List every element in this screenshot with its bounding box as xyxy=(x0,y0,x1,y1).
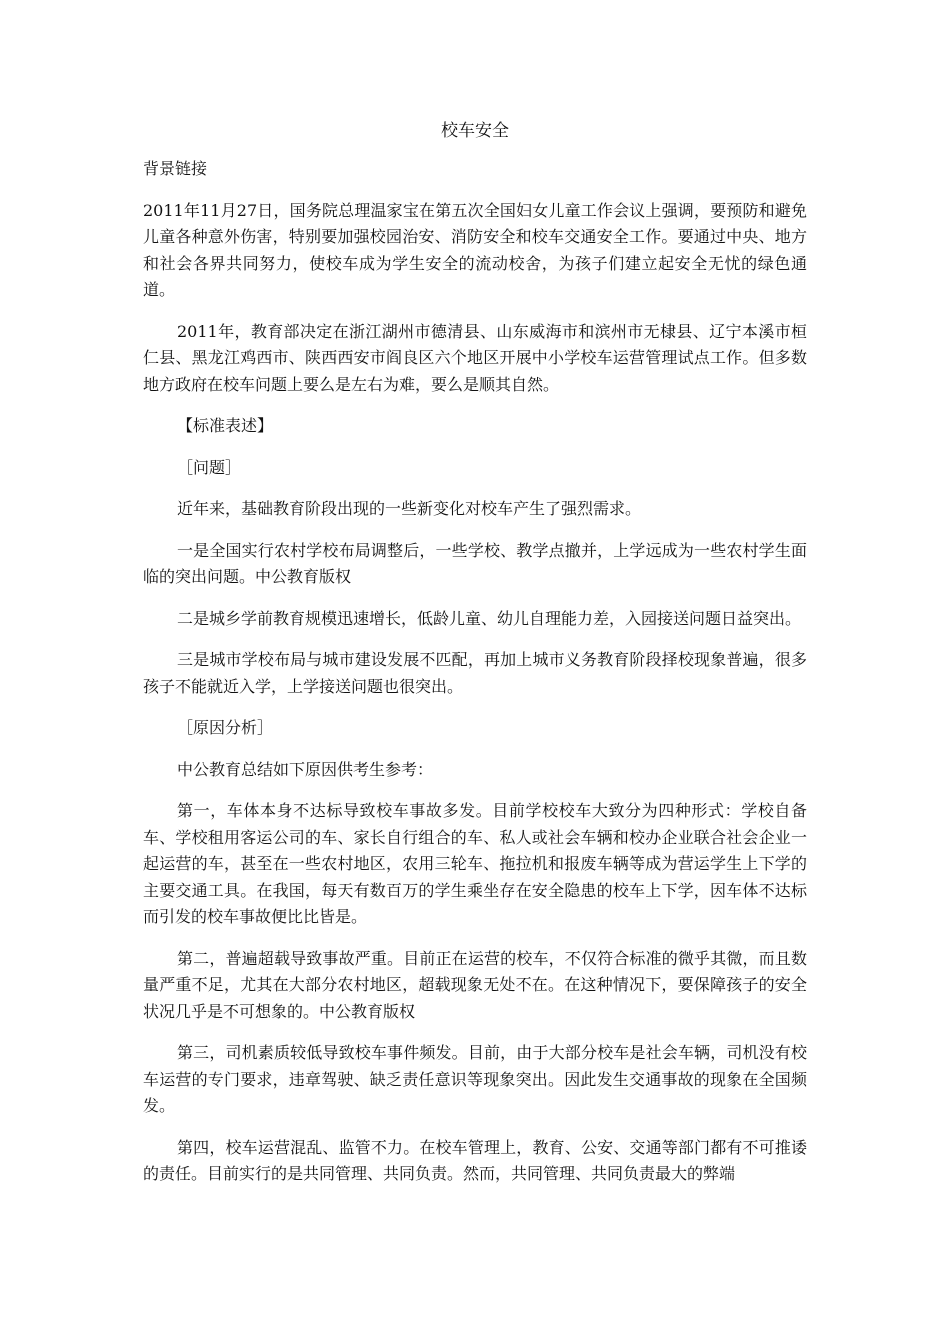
document-title: 校车安全 xyxy=(441,121,509,141)
paragraph-background-2: 2011年，教育部决定在浙江湖州市德清县、山东威海市和滨州市无棣县、辽宁本溪市桓仁县、黑龙江鸡西市、陕西西安市阎良区六个地区开展中小学校车运营管理试点工作。但多数地方政府在校车问题上要么是左右为难，要么是顺其自然。 xyxy=(143,321,807,394)
paragraph-problem-2: 二是城乡学前教育规模迅速增长，低龄儿童、幼儿自理能力差，入园接送问题日益突出。 xyxy=(177,608,802,628)
subheading-cause-analysis: ［原因分析］ xyxy=(177,718,274,737)
paragraph-cause-1: 第一，车体本身不达标导致校车事故多发。目前学校校车大致分为四种形式：学校自备车、学校租用客运公司的车、家长自行组合的车、私人或社会车辆和校办企业联合社会企业一起运营的车，甚至在一些农村地区，农用三轮车、拖拉机和报废车辆等成为营运学生上下学的主要交通工具。在我国，每天有数百万的学生乘坐存在安全隐患的校车上下学，因车体不达标而引发的校车事故便比比皆是。 xyxy=(143,801,807,926)
paragraph-cause-4: 第四，校车运营混乱、监管不力。在校车管理上，教育、公安、交通等部门都有不可推诿的责任。目前实行的是共同管理、共同负责。然而，共同管理、共同负责最大的弊端 xyxy=(143,1137,807,1183)
section-heading-standard: 【标准表述】 xyxy=(177,416,274,435)
section-heading-background: 背景链接 xyxy=(143,159,208,178)
paragraph-background-1: 2011年11月27日，国务院总理温家宝在第五次全国妇女儿童工作会议上强调，要预防和避免儿童各种意外伤害，特别要加强校园治安、消防安全和校车交通安全工作。要通过中央、地方和社会各界共同努力，使校车成为学生安全的流动校舍，为孩子们建立起安全无忧的绿色通道。 xyxy=(143,200,807,299)
document-page xyxy=(143,118,807,1203)
paragraph-cause-2: 第二，普遍超载导致事故严重。目前正在运营的校车，不仅符合标准的微乎其微，而且数量严重不足，尤其在大部分农村地区，超载现象无处不在。在这种情况下，要保障孩子的安全状况几乎是不可想象的。中公教育版权 xyxy=(143,948,807,1021)
paragraph-cause-intro: 中公教育总结如下原因供考生参考： xyxy=(177,759,434,779)
paragraph-problem-intro: 近年来，基础教育阶段出现的一些新变化对校车产生了强烈需求。 xyxy=(177,499,642,518)
paragraph-problem-1: 一是全国实行农村学校布局调整后，一些学校、教学点撤并，上学远成为一些农村学生面临的突出问题。中公教育版权 xyxy=(143,540,807,586)
subheading-problem: ［问题］ xyxy=(177,457,242,477)
paragraph-problem-3: 三是城市学校布局与城市建设发展不匹配，再加上城市义务教育阶段择校现象普遍，很多孩子不能就近入学，上学接送问题也很突出。 xyxy=(143,650,807,696)
paragraph-cause-3: 第三，司机素质较低导致校车事件频发。目前，由于大部分校车是社会车辆，司机没有校车运营的专门要求，违章驾驶、缺乏责任意识等现象突出。因此发生交通事故的现象在全国频发。 xyxy=(143,1043,807,1115)
